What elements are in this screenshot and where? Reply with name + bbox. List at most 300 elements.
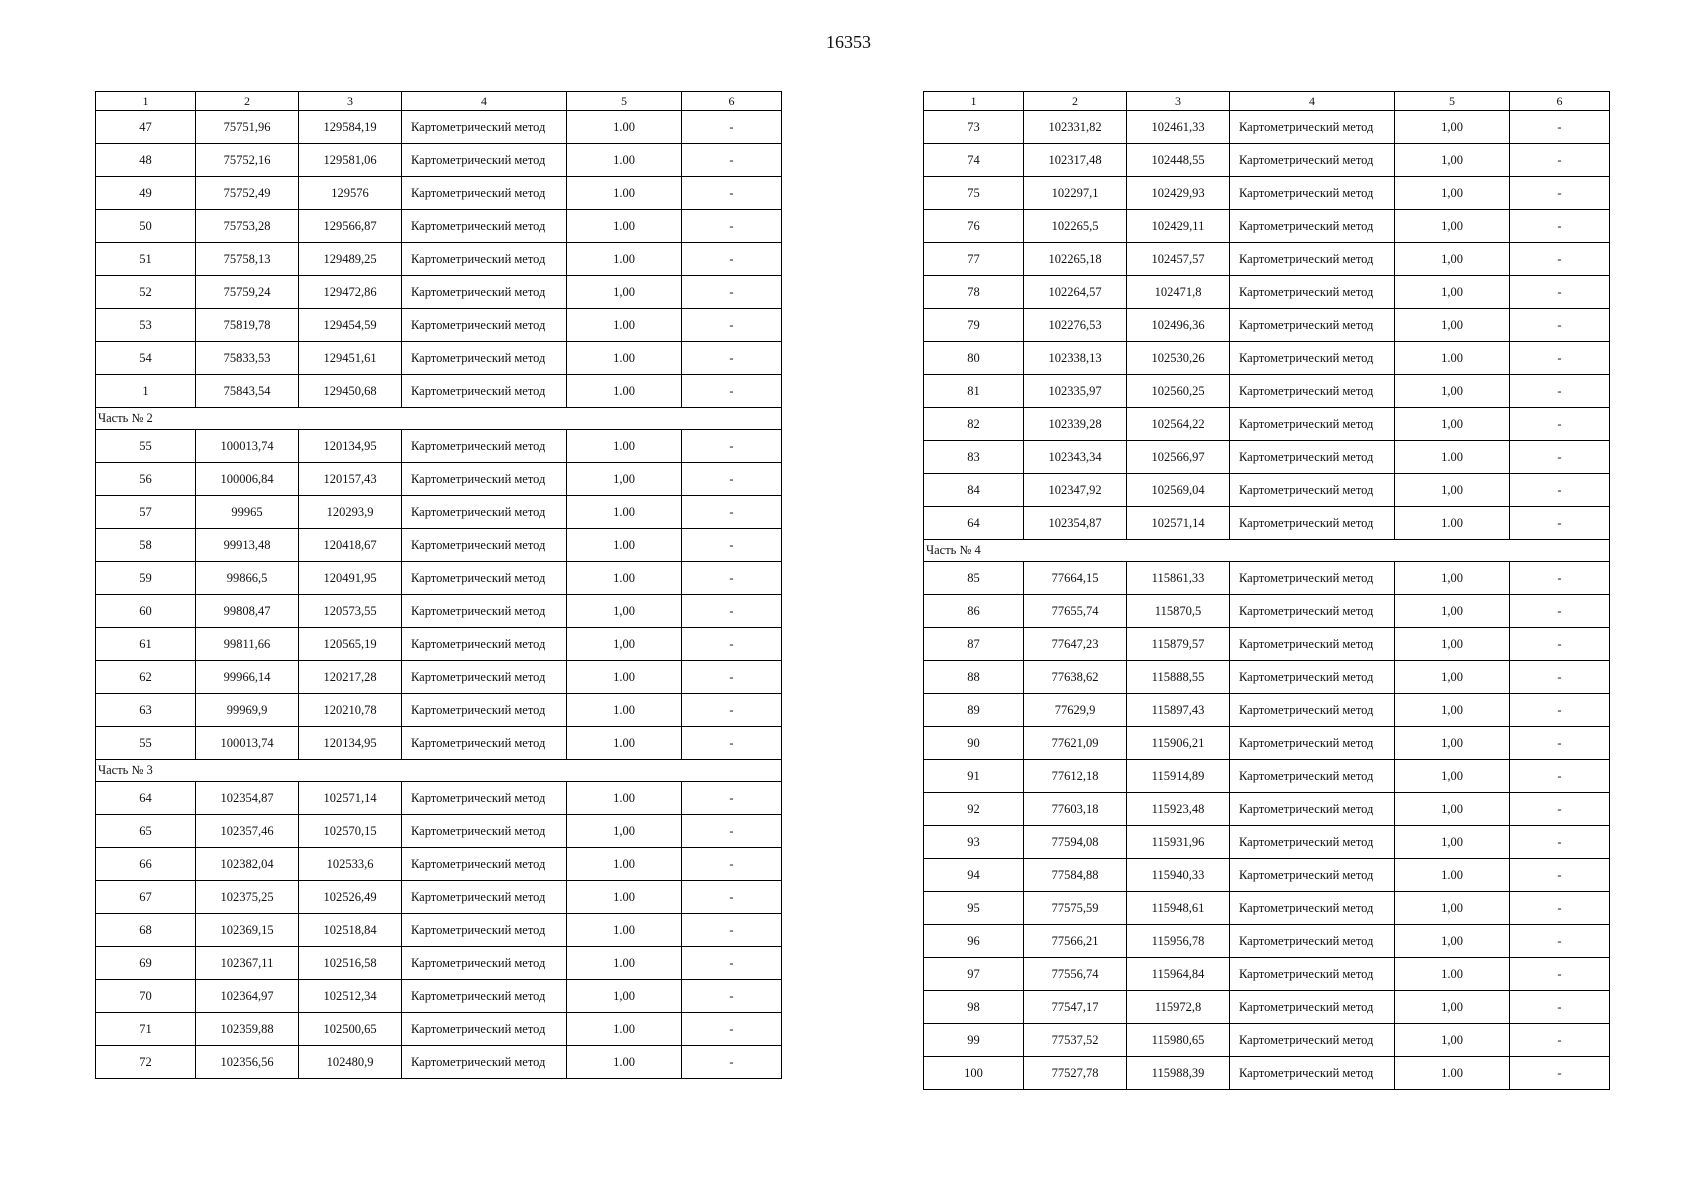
point-number-cell: 55 (96, 430, 196, 463)
accuracy-cell: 1,00 (1395, 991, 1510, 1024)
description-cell: - (1510, 243, 1610, 276)
accuracy-cell: 1.00 (1395, 1057, 1510, 1090)
x-coordinate-cell: 99913,48 (196, 529, 299, 562)
table-row (924, 309, 1610, 342)
table-row (924, 210, 1610, 243)
description-cell: - (682, 210, 782, 243)
point-number-cell: 64 (924, 507, 1024, 540)
table-row (96, 848, 782, 881)
header-cell-2: 2 (1024, 92, 1127, 111)
method-cell: Картометрический метод (402, 881, 567, 914)
table-row (924, 958, 1610, 991)
y-coordinate-cell: 129581,06 (299, 144, 402, 177)
table-row (924, 727, 1610, 760)
method-cell: Картометрический метод (1230, 826, 1395, 859)
y-coordinate-cell: 115861,33 (1127, 562, 1230, 595)
method-cell: Картометрический метод (1230, 474, 1395, 507)
description-cell: - (682, 661, 782, 694)
x-coordinate-cell: 77566,21 (1024, 925, 1127, 958)
x-coordinate-cell: 77612,18 (1024, 760, 1127, 793)
point-number-cell: 59 (96, 562, 196, 595)
accuracy-cell: 1,00 (1395, 309, 1510, 342)
description-cell: - (1510, 793, 1610, 826)
x-coordinate-cell: 99811,66 (196, 628, 299, 661)
method-cell: Картометрический метод (1230, 562, 1395, 595)
point-number-cell: 78 (924, 276, 1024, 309)
point-number-cell: 74 (924, 144, 1024, 177)
table-row (96, 342, 782, 375)
method-cell: Картометрический метод (1230, 243, 1395, 276)
header-cell-4: 4 (402, 92, 567, 111)
table-row (96, 430, 782, 463)
description-cell: - (682, 815, 782, 848)
x-coordinate-cell: 77575,59 (1024, 892, 1127, 925)
accuracy-cell: 1,00 (567, 815, 682, 848)
y-coordinate-cell: 115914,89 (1127, 760, 1230, 793)
description-cell: - (1510, 342, 1610, 375)
method-cell: Картометрический метод (402, 694, 567, 727)
y-coordinate-cell: 115897,43 (1127, 694, 1230, 727)
y-coordinate-cell: 115870,5 (1127, 595, 1230, 628)
description-cell: - (1510, 309, 1610, 342)
accuracy-cell: 1.00 (567, 661, 682, 694)
table-row (96, 1046, 782, 1079)
description-cell: - (682, 727, 782, 760)
accuracy-cell: 1.00 (567, 914, 682, 947)
accuracy-cell: 1.00 (567, 881, 682, 914)
method-cell: Картометрический метод (1230, 958, 1395, 991)
point-number-cell: 60 (96, 595, 196, 628)
method-cell: Картометрический метод (402, 815, 567, 848)
method-cell: Картометрический метод (402, 848, 567, 881)
accuracy-cell: 1,00 (1395, 243, 1510, 276)
accuracy-cell: 1,00 (1395, 408, 1510, 441)
y-coordinate-cell: 102457,57 (1127, 243, 1230, 276)
table-row (924, 661, 1610, 694)
point-number-cell: 97 (924, 958, 1024, 991)
description-cell: - (682, 595, 782, 628)
y-coordinate-cell: 120134,95 (299, 430, 402, 463)
description-cell: - (682, 562, 782, 595)
method-cell: Картометрический метод (402, 914, 567, 947)
x-coordinate-cell: 102367,11 (196, 947, 299, 980)
accuracy-cell: 1.00 (567, 210, 682, 243)
x-coordinate-cell: 102331,82 (1024, 111, 1127, 144)
point-number-cell: 77 (924, 243, 1024, 276)
page-number: 16353 (826, 32, 871, 52)
x-coordinate-cell: 102359,88 (196, 1013, 299, 1046)
description-cell: - (682, 848, 782, 881)
table-row (96, 947, 782, 980)
accuracy-cell: 1,00 (1395, 375, 1510, 408)
accuracy-cell: 1,00 (567, 276, 682, 309)
description-cell: - (1510, 562, 1610, 595)
description-cell: - (1510, 375, 1610, 408)
method-cell: Картометрический метод (1230, 111, 1395, 144)
x-coordinate-cell: 75759,24 (196, 276, 299, 309)
description-cell: - (682, 1013, 782, 1046)
x-coordinate-cell: 77629,9 (1024, 694, 1127, 727)
x-coordinate-cell: 77556,74 (1024, 958, 1127, 991)
table-header (924, 92, 1610, 111)
accuracy-cell: 1.00 (567, 111, 682, 144)
description-cell: - (1510, 925, 1610, 958)
description-cell: - (1510, 892, 1610, 925)
x-coordinate-cell: 77603,18 (1024, 793, 1127, 826)
method-cell: Картометрический метод (402, 463, 567, 496)
point-number-cell: 63 (96, 694, 196, 727)
point-number-cell: 76 (924, 210, 1024, 243)
part-heading: Часть № 3 (96, 760, 782, 782)
description-cell: - (682, 881, 782, 914)
description-cell: - (682, 276, 782, 309)
accuracy-cell: 1.00 (567, 1046, 682, 1079)
x-coordinate-cell: 102356,56 (196, 1046, 299, 1079)
description-cell: - (1510, 144, 1610, 177)
accuracy-cell: 1.00 (567, 782, 682, 815)
description-cell: - (682, 782, 782, 815)
header-cell-5: 5 (567, 92, 682, 111)
method-cell: Картометрический метод (402, 947, 567, 980)
x-coordinate-cell: 102317,48 (1024, 144, 1127, 177)
x-coordinate-cell: 102375,25 (196, 881, 299, 914)
point-number-cell: 61 (96, 628, 196, 661)
method-cell: Картометрический метод (402, 782, 567, 815)
method-cell: Картометрический метод (1230, 177, 1395, 210)
point-number-cell: 85 (924, 562, 1024, 595)
method-cell: Картометрический метод (402, 1013, 567, 1046)
y-coordinate-cell: 102471,8 (1127, 276, 1230, 309)
x-coordinate-cell: 102297,1 (1024, 177, 1127, 210)
header-cell-4: 4 (1230, 92, 1395, 111)
accuracy-cell: 1.00 (567, 375, 682, 408)
x-coordinate-cell: 102347,92 (1024, 474, 1127, 507)
accuracy-cell: 1,00 (1395, 144, 1510, 177)
header-cell-6: 6 (682, 92, 782, 111)
accuracy-cell: 1,00 (1395, 661, 1510, 694)
method-cell: Картометрический метод (402, 430, 567, 463)
method-cell: Картометрический метод (1230, 925, 1395, 958)
x-coordinate-cell: 99808,47 (196, 595, 299, 628)
table-row (924, 760, 1610, 793)
accuracy-cell: 1.00 (567, 496, 682, 529)
x-coordinate-cell: 75758,13 (196, 243, 299, 276)
y-coordinate-cell: 120573,55 (299, 595, 402, 628)
y-coordinate-cell: 102516,58 (299, 947, 402, 980)
accuracy-cell: 1.00 (567, 430, 682, 463)
y-coordinate-cell: 115940,33 (1127, 859, 1230, 892)
x-coordinate-cell: 102369,15 (196, 914, 299, 947)
point-number-cell: 88 (924, 661, 1024, 694)
x-coordinate-cell: 99966,14 (196, 661, 299, 694)
header-cell-2: 2 (196, 92, 299, 111)
table-row (96, 661, 782, 694)
table-row (96, 463, 782, 496)
table-row (924, 925, 1610, 958)
x-coordinate-cell: 102265,5 (1024, 210, 1127, 243)
method-cell: Картометрический метод (402, 144, 567, 177)
point-number-cell: 82 (924, 408, 1024, 441)
point-number-cell: 94 (924, 859, 1024, 892)
method-cell: Картометрический метод (402, 496, 567, 529)
table-row (96, 210, 782, 243)
description-cell: - (1510, 507, 1610, 540)
table-row (96, 562, 782, 595)
point-number-cell: 57 (96, 496, 196, 529)
header-cell-3: 3 (1127, 92, 1230, 111)
method-cell: Картометрический метод (1230, 441, 1395, 474)
point-number-cell: 55 (96, 727, 196, 760)
point-number-cell: 50 (96, 210, 196, 243)
point-number-cell: 84 (924, 474, 1024, 507)
part-heading-row (96, 760, 782, 782)
description-cell: - (682, 694, 782, 727)
accuracy-cell: 1,00 (567, 980, 682, 1013)
accuracy-cell: 1,00 (567, 463, 682, 496)
accuracy-cell: 1.00 (567, 694, 682, 727)
table-row (96, 375, 782, 408)
table-row (924, 628, 1610, 661)
description-cell: - (1510, 991, 1610, 1024)
accuracy-cell: 1,00 (1395, 111, 1510, 144)
description-cell: - (682, 309, 782, 342)
x-coordinate-cell: 75753,28 (196, 210, 299, 243)
method-cell: Картометрический метод (1230, 661, 1395, 694)
point-number-cell: 68 (96, 914, 196, 947)
accuracy-cell: 1,00 (1395, 727, 1510, 760)
table-row (924, 276, 1610, 309)
description-cell: - (1510, 177, 1610, 210)
y-coordinate-cell: 129472,86 (299, 276, 402, 309)
accuracy-cell: 1,00 (1395, 628, 1510, 661)
description-cell: - (1510, 1057, 1610, 1090)
method-cell: Картометрический метод (402, 210, 567, 243)
y-coordinate-cell: 102512,34 (299, 980, 402, 1013)
point-number-cell: 51 (96, 243, 196, 276)
method-cell: Картометрический метод (1230, 991, 1395, 1024)
method-cell: Картометрический метод (1230, 1024, 1395, 1057)
point-number-cell: 67 (96, 881, 196, 914)
description-cell: - (682, 111, 782, 144)
description-cell: - (1510, 958, 1610, 991)
header-row (924, 92, 1610, 111)
method-cell: Картометрический метод (1230, 507, 1395, 540)
table-row (924, 177, 1610, 210)
point-number-cell: 47 (96, 111, 196, 144)
y-coordinate-cell: 129454,59 (299, 309, 402, 342)
table-row (924, 144, 1610, 177)
point-number-cell: 96 (924, 925, 1024, 958)
y-coordinate-cell: 129489,25 (299, 243, 402, 276)
x-coordinate-cell: 99969,9 (196, 694, 299, 727)
method-cell: Картометрический метод (402, 177, 567, 210)
x-coordinate-cell: 75843,54 (196, 375, 299, 408)
point-number-cell: 65 (96, 815, 196, 848)
method-cell: Картометрический метод (1230, 859, 1395, 892)
x-coordinate-cell: 102357,46 (196, 815, 299, 848)
description-cell: - (682, 529, 782, 562)
method-cell: Картометрический метод (402, 595, 567, 628)
y-coordinate-cell: 115879,57 (1127, 628, 1230, 661)
accuracy-cell: 1.00 (567, 947, 682, 980)
method-cell: Картометрический метод (402, 243, 567, 276)
point-number-cell: 66 (96, 848, 196, 881)
y-coordinate-cell: 120565,19 (299, 628, 402, 661)
method-cell: Картометрический метод (402, 529, 567, 562)
accuracy-cell: 1,00 (1395, 826, 1510, 859)
y-coordinate-cell: 120134,95 (299, 727, 402, 760)
accuracy-cell: 1.00 (567, 309, 682, 342)
point-number-cell: 98 (924, 991, 1024, 1024)
x-coordinate-cell: 99866,5 (196, 562, 299, 595)
y-coordinate-cell: 120418,67 (299, 529, 402, 562)
accuracy-cell: 1.00 (1395, 958, 1510, 991)
description-cell: - (1510, 1024, 1610, 1057)
coordinates-table-right (923, 91, 1610, 1090)
accuracy-cell: 1.00 (1395, 859, 1510, 892)
point-number-cell: 99 (924, 1024, 1024, 1057)
description-cell: - (1510, 628, 1610, 661)
accuracy-cell: 1.00 (567, 144, 682, 177)
y-coordinate-cell: 102480,9 (299, 1046, 402, 1079)
accuracy-cell: 1,00 (1395, 177, 1510, 210)
method-cell: Картометрический метод (1230, 628, 1395, 661)
description-cell: - (682, 980, 782, 1013)
table-row (96, 309, 782, 342)
y-coordinate-cell: 102533,6 (299, 848, 402, 881)
header-cell-3: 3 (299, 92, 402, 111)
method-cell: Картометрический метод (402, 980, 567, 1013)
point-number-cell: 69 (96, 947, 196, 980)
table-row (96, 815, 782, 848)
method-cell: Картометрический метод (1230, 309, 1395, 342)
description-cell: - (1510, 474, 1610, 507)
table-row (924, 375, 1610, 408)
point-number-cell: 62 (96, 661, 196, 694)
description-cell: - (682, 496, 782, 529)
method-cell: Картометрический метод (1230, 793, 1395, 826)
header-cell-1: 1 (924, 92, 1024, 111)
point-number-cell: 79 (924, 309, 1024, 342)
accuracy-cell: 1.00 (1395, 507, 1510, 540)
table-row (924, 892, 1610, 925)
table-row (924, 595, 1610, 628)
method-cell: Картометрический метод (1230, 595, 1395, 628)
table-row (924, 1057, 1610, 1090)
description-cell: - (682, 342, 782, 375)
description-cell: - (1510, 661, 1610, 694)
y-coordinate-cell: 102530,26 (1127, 342, 1230, 375)
point-number-cell: 86 (924, 595, 1024, 628)
point-number-cell: 49 (96, 177, 196, 210)
table-row (96, 144, 782, 177)
y-coordinate-cell: 115988,39 (1127, 1057, 1230, 1090)
point-number-cell: 54 (96, 342, 196, 375)
accuracy-cell: 1,00 (1395, 1024, 1510, 1057)
x-coordinate-cell: 77621,09 (1024, 727, 1127, 760)
point-number-cell: 73 (924, 111, 1024, 144)
table-row (96, 177, 782, 210)
table-row (96, 881, 782, 914)
table-row (924, 1024, 1610, 1057)
y-coordinate-cell: 115972,8 (1127, 991, 1230, 1024)
method-cell: Картометрический метод (402, 276, 567, 309)
point-number-cell: 80 (924, 342, 1024, 375)
table-header (96, 92, 782, 111)
y-coordinate-cell: 120157,43 (299, 463, 402, 496)
method-cell: Картометрический метод (402, 375, 567, 408)
point-number-cell: 81 (924, 375, 1024, 408)
point-number-cell: 100 (924, 1057, 1024, 1090)
y-coordinate-cell: 102569,04 (1127, 474, 1230, 507)
y-coordinate-cell: 129451,61 (299, 342, 402, 375)
x-coordinate-cell: 102382,04 (196, 848, 299, 881)
accuracy-cell: 1,00 (567, 628, 682, 661)
x-coordinate-cell: 102343,34 (1024, 441, 1127, 474)
x-coordinate-cell: 102354,87 (1024, 507, 1127, 540)
x-coordinate-cell: 77638,62 (1024, 661, 1127, 694)
x-coordinate-cell: 77664,15 (1024, 562, 1127, 595)
table-row (96, 243, 782, 276)
y-coordinate-cell: 115923,48 (1127, 793, 1230, 826)
x-coordinate-cell: 75833,53 (196, 342, 299, 375)
point-number-cell: 83 (924, 441, 1024, 474)
point-number-cell: 75 (924, 177, 1024, 210)
table-row (96, 727, 782, 760)
method-cell: Картометрический метод (1230, 760, 1395, 793)
header-cell-1: 1 (96, 92, 196, 111)
y-coordinate-cell: 129584,19 (299, 111, 402, 144)
y-coordinate-cell: 115964,84 (1127, 958, 1230, 991)
description-cell: - (682, 628, 782, 661)
x-coordinate-cell: 102276,53 (1024, 309, 1127, 342)
y-coordinate-cell: 102566,97 (1127, 441, 1230, 474)
accuracy-cell: 1,00 (1395, 925, 1510, 958)
y-coordinate-cell: 102526,49 (299, 881, 402, 914)
point-number-cell: 71 (96, 1013, 196, 1046)
description-cell: - (1510, 859, 1610, 892)
method-cell: Картометрический метод (1230, 276, 1395, 309)
description-cell: - (1510, 441, 1610, 474)
header-cell-6: 6 (1510, 92, 1610, 111)
table-row (924, 408, 1610, 441)
y-coordinate-cell: 115956,78 (1127, 925, 1230, 958)
table-row (924, 991, 1610, 1024)
point-number-cell: 52 (96, 276, 196, 309)
x-coordinate-cell: 100013,74 (196, 727, 299, 760)
table-body (924, 111, 1610, 1090)
y-coordinate-cell: 115931,96 (1127, 826, 1230, 859)
table-row (924, 694, 1610, 727)
description-cell: - (1510, 727, 1610, 760)
point-number-cell: 89 (924, 694, 1024, 727)
y-coordinate-cell: 102570,15 (299, 815, 402, 848)
method-cell: Картометрический метод (402, 727, 567, 760)
y-coordinate-cell: 102564,22 (1127, 408, 1230, 441)
coordinates-table-left (95, 91, 782, 1079)
accuracy-cell: 1,00 (1395, 793, 1510, 826)
description-cell: - (682, 430, 782, 463)
x-coordinate-cell: 75752,16 (196, 144, 299, 177)
description-cell: - (1510, 760, 1610, 793)
y-coordinate-cell: 129450,68 (299, 375, 402, 408)
accuracy-cell: 1.00 (567, 727, 682, 760)
table-row (924, 859, 1610, 892)
method-cell: Картометрический метод (1230, 727, 1395, 760)
table-row (96, 782, 782, 815)
accuracy-cell: 1,00 (1395, 595, 1510, 628)
accuracy-cell: 1,00 (1395, 276, 1510, 309)
